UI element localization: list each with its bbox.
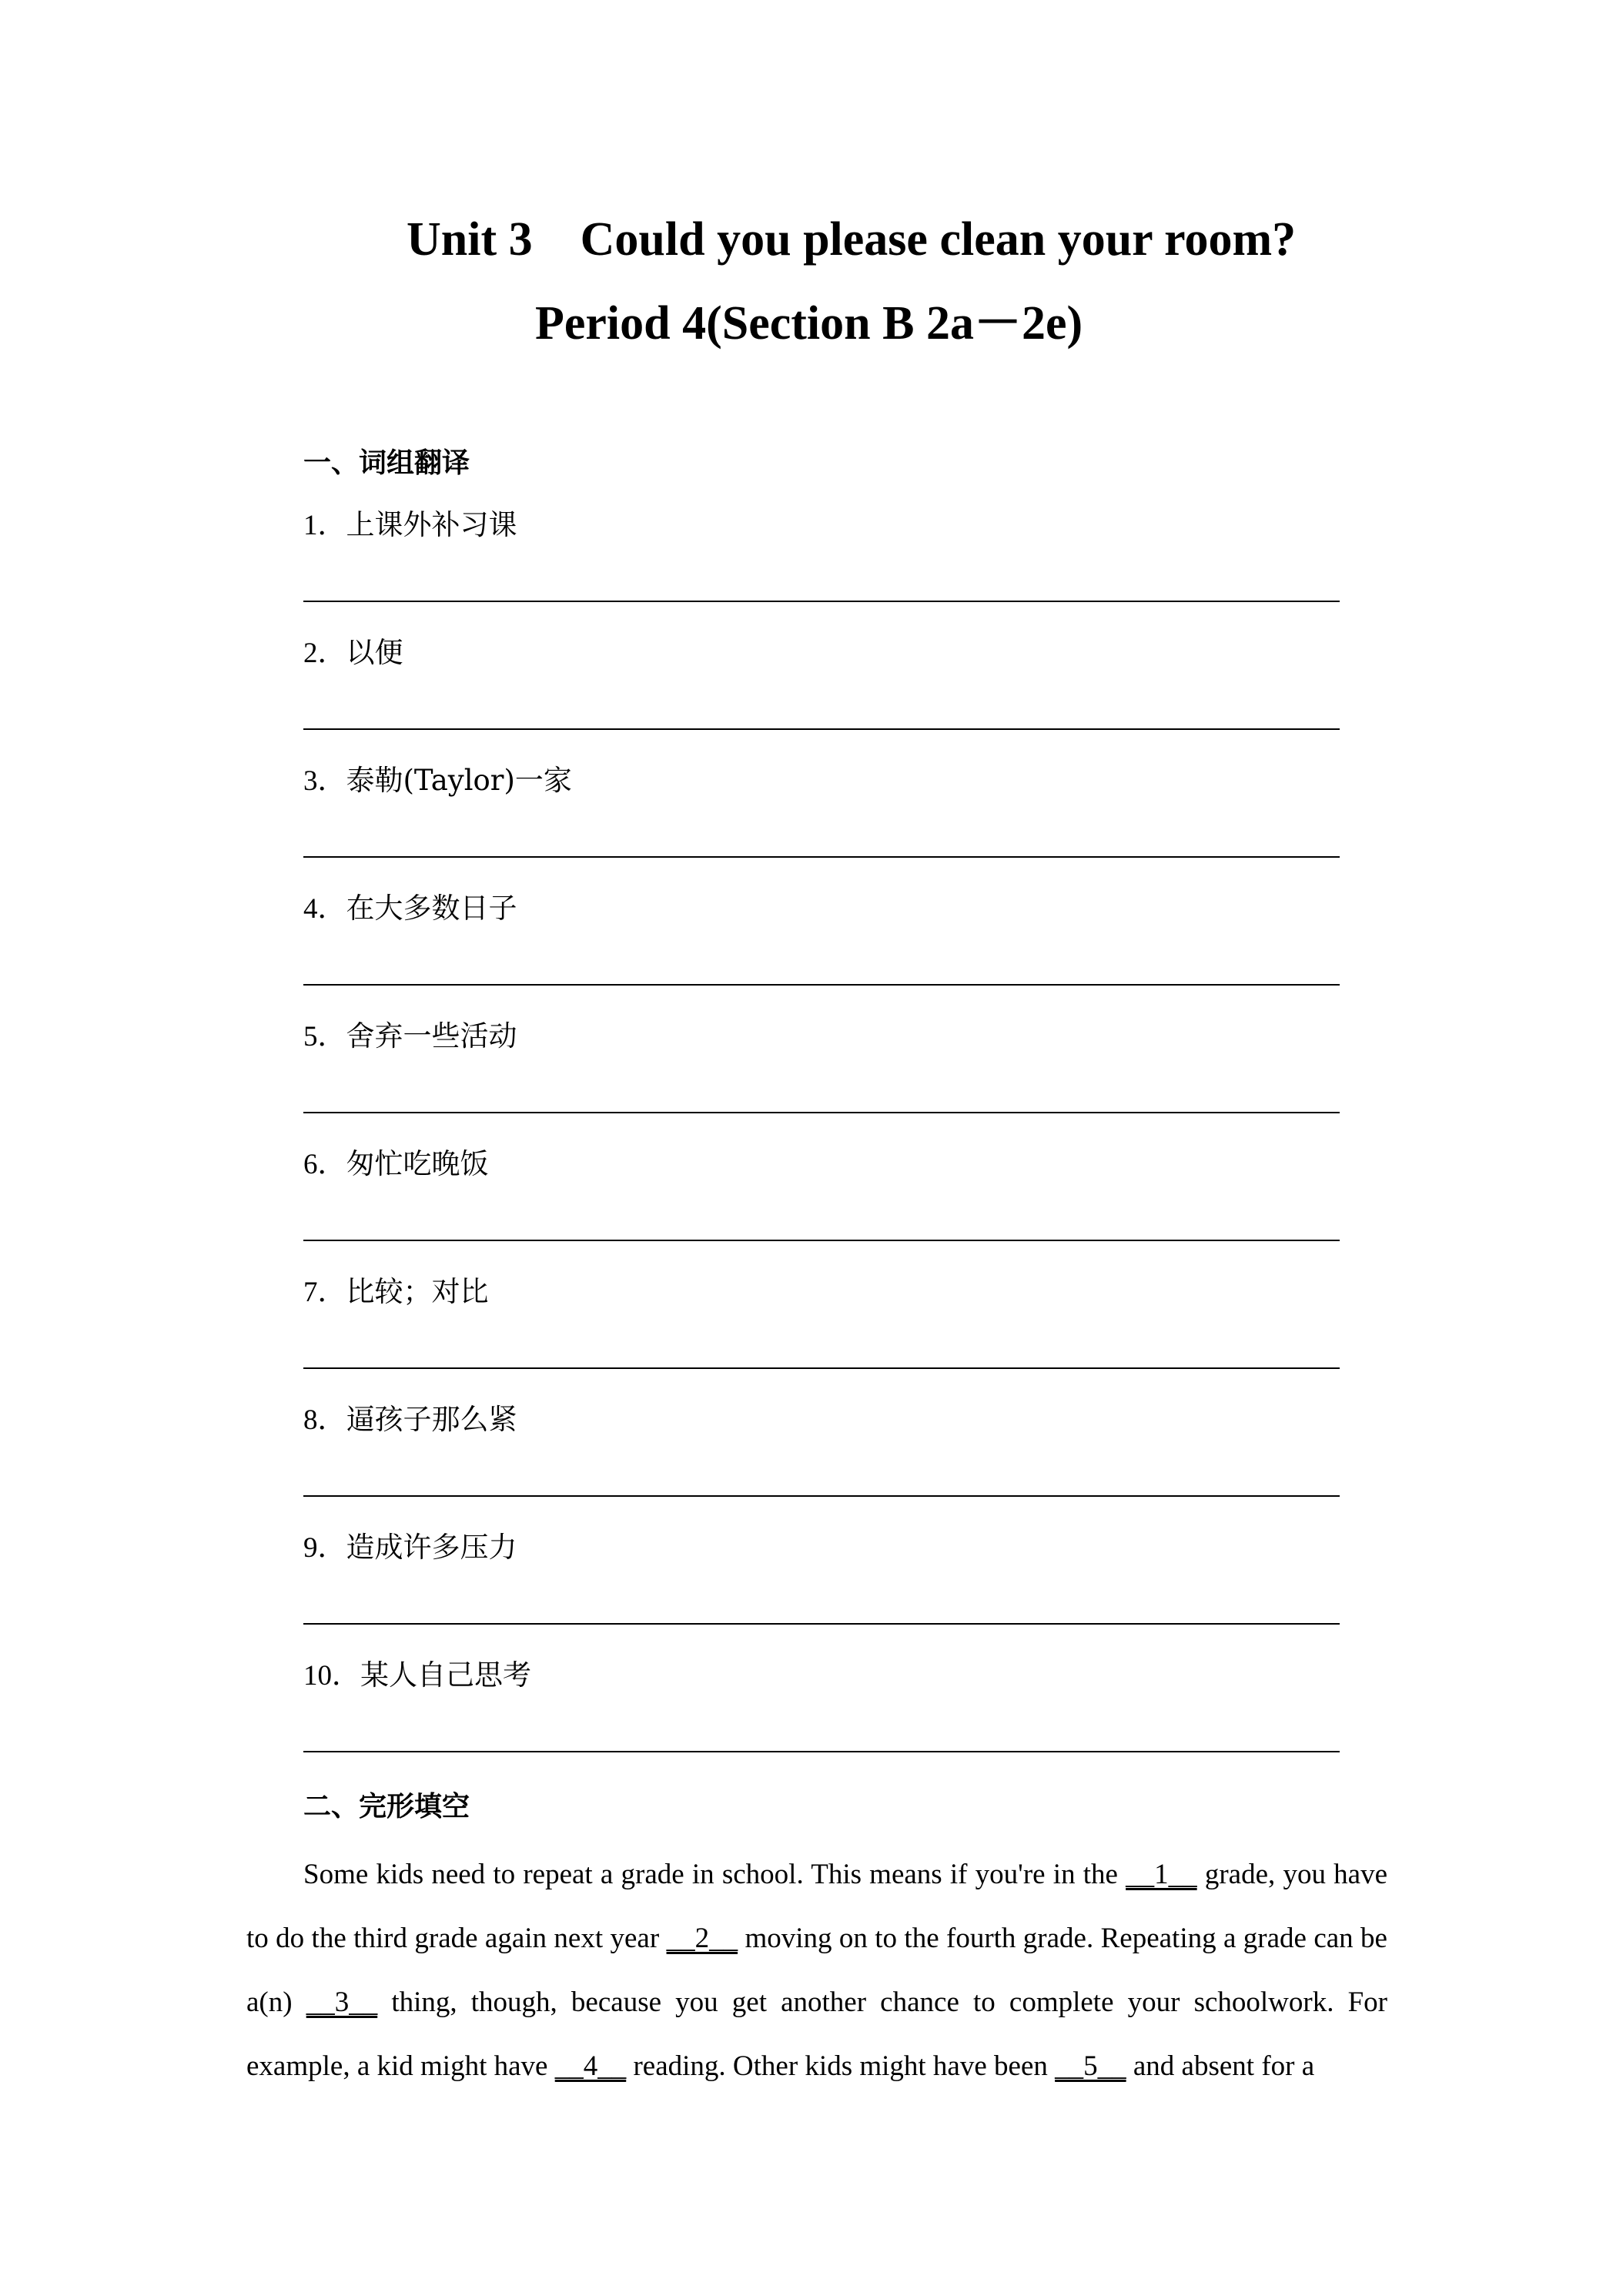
item-number: 4． [303, 893, 346, 925]
cloze-blank[interactable]: __3__ [306, 1986, 378, 2018]
phrase-item [303, 1147, 489, 1182]
item-prompt: 泰勒(Taylor)一家 [346, 764, 572, 797]
answer-line[interactable] [303, 1495, 1340, 1497]
item-prompt: 匆忙吃晚饭 [346, 1147, 489, 1180]
item-prompt: 以便 [346, 636, 403, 669]
section-heading-cloze: 二、完形填空 [303, 1791, 470, 1822]
worksheet-title: Unit 3 Could you please clean your room? [407, 213, 1297, 266]
passage-text: and absent for a [1126, 2050, 1315, 2082]
phrase-item [303, 636, 403, 671]
section-heading-phrase-translation: 一、词组翻译 [303, 447, 470, 479]
passage-text: moving on to the fourth grade. Repeating a grade can be a(n) [246, 1923, 1387, 2018]
item-prompt: 造成许多压力 [346, 1531, 517, 1564]
item-number: 1． [303, 510, 346, 541]
cloze-blank[interactable]: __5__ [1055, 2050, 1126, 2082]
item-number: 8． [303, 1404, 346, 1436]
phrase-item [303, 1658, 531, 1693]
passage-text: thing, though, because you get another chance to complete your schoolwork. For example, a kid might have [246, 1986, 1387, 2082]
item-prompt: 逼孩子那么紧 [346, 1403, 517, 1436]
phrase-item [303, 892, 517, 926]
phrase-item [303, 1275, 489, 1310]
answer-line[interactable] [303, 984, 1340, 986]
answer-line[interactable] [303, 1623, 1340, 1625]
item-number: 10． [303, 1660, 360, 1692]
cloze-blank[interactable]: __4__ [554, 2050, 627, 2082]
item-prompt: 比较；对比 [346, 1275, 489, 1308]
answer-line[interactable] [303, 1240, 1340, 1241]
phrase-item [303, 508, 517, 543]
answer-line[interactable] [303, 1112, 1340, 1113]
item-number: 6． [303, 1149, 346, 1180]
cloze-blank[interactable]: __1__ [1126, 1859, 1197, 1890]
cloze-blank[interactable]: __2__ [666, 1923, 738, 1954]
item-prompt: 上课外补习课 [346, 508, 517, 541]
phrase-item [303, 1019, 517, 1054]
item-number: 5． [303, 1021, 346, 1053]
answer-line[interactable] [303, 1367, 1340, 1369]
item-prompt: 某人自己思考 [360, 1658, 531, 1692]
answer-line[interactable] [303, 728, 1340, 730]
item-prompt: 在大多数日子 [346, 892, 517, 925]
answer-line[interactable] [303, 1751, 1340, 1752]
passage-text: Some kids need to repeat a grade in school. This means if you're in the [303, 1859, 1126, 1890]
passage-text: reading. Other kids might have been [626, 2050, 1056, 2082]
item-number: 7． [303, 1277, 346, 1308]
item-number: 9． [303, 1532, 346, 1564]
passage-text: grade, you have to do the third grade again next year [246, 1859, 1387, 1954]
item-number: 2． [303, 638, 346, 669]
item-prompt: 舍弃一些活动 [346, 1019, 517, 1053]
phrase-item [303, 764, 572, 798]
phrase-item [303, 1531, 517, 1565]
item-number: 3． [303, 765, 346, 797]
phrase-item [303, 1403, 517, 1438]
worksheet-subtitle: Period 4(Section B 2a－2e) [535, 297, 1083, 350]
answer-line[interactable] [303, 856, 1340, 858]
answer-line[interactable] [303, 601, 1340, 602]
cloze-passage [246, 1842, 1387, 2098]
